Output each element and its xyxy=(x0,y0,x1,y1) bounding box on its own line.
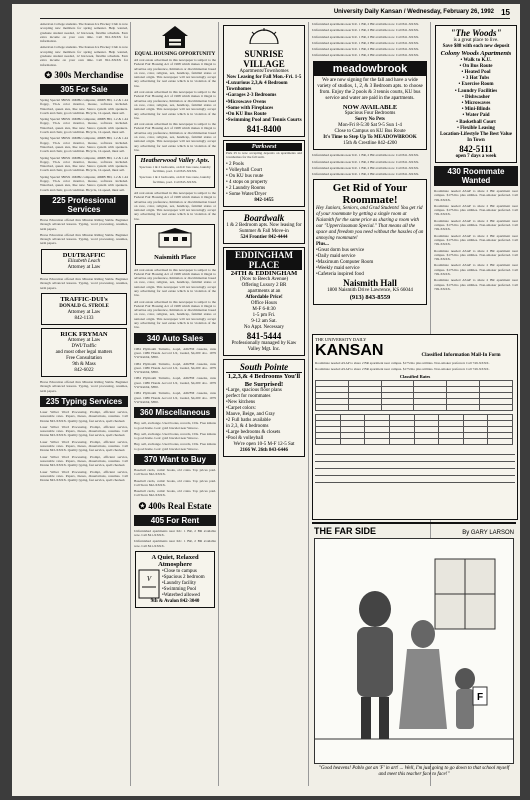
classified-text: Unfurnished apartments near KU. 1 BR, 2 BR available now. Call 841-XXXX. xyxy=(312,172,420,177)
fryman-name: RICK FRYMAN xyxy=(60,330,108,338)
classified-text: Spring Special 386SX 16MHz computer, 40MB HD, 1.2 & 1.44 floppy, VGA color monitor, mouse, software included. Waterbed, queen size, like new. Stereo system with speakers. Couch and chair, good condition. Bicycle, 12-speed, must sell. xyxy=(40,117,128,135)
page-header xyxy=(40,8,510,19)
woods-feature: • Basketball Court xyxy=(456,119,496,125)
traffic-attorney: DONALD G. STROLE xyxy=(59,303,109,309)
classified-text: All real estate advertised in this newspaper is subject to the Federal Fair Housing Act of 1968 which makes it illegal to advertise any preference, limitation or discrimination based on race, color, religion, sex, handicap, familial status or national origin. This newspaper will not knowingly accept any advertising for real estate which is in violation of the law. xyxy=(134,190,216,221)
woods-title: "The Woods" xyxy=(450,28,502,38)
classified-text: Baseball cards, comic books, old coins. Top prices paid. Call Steve 842-XXXX. xyxy=(134,489,216,498)
meadowbrook-address: 15th & Crestline 842-4200 xyxy=(343,141,397,147)
woods-feature: • Mini-Blinds xyxy=(461,107,491,113)
classified-text: Spring Special 386SX 16MHz computer, 40MB HD, 1.2 & 1.44 floppy, VGA color monitor, mouse, software included. Waterbed, queen size, like new. Stereo system with speakers. Couch and chair, good condition. Bicycle, 12-speed, must sell. xyxy=(40,136,128,154)
sunrise-leasing: Now Leasing for Fall Mon.-Fri. 1-5 xyxy=(226,75,302,80)
classified-text: Roommate needed ASAP to share 2 BR apartment near campus. $175/mo plus utilities. Non-smoker preferred. Call 749-XXXX. xyxy=(434,218,518,232)
kansan-pre: THE UNIVERSITY DAILY xyxy=(315,337,367,342)
heatherwood-title: Heatherwood Valley Apts. xyxy=(140,157,210,165)
sunrise-feature: •On KU Bus Route xyxy=(226,112,267,118)
classified-text: Buy, sell, exchange. Used books, records, CDs. Free kittens to good home. Lost: gold bracelet near Wescoe. xyxy=(134,431,216,441)
eddingham-line: apartments at an xyxy=(247,289,281,295)
classified-text: Unfurnished apartments near KU. 1 BR, 2 BR available now. Call 841-XXXX. xyxy=(312,22,420,26)
heatherwood-ad xyxy=(135,155,215,188)
woods-feature: • Heated Pool xyxy=(461,69,491,75)
woods-hours: open 7 days a week xyxy=(455,153,497,159)
classified-text: All real estate advertised in this newspaper is subject to the Federal Fair Housing Act of 1968 which makes it illegal to advertise any preference, limitation or discrimination based on race, color, religion, sex, handicap, familial status or national origin. This newspaper will not knowingly accept any advertising for real estate which is in violation of the law. xyxy=(134,58,216,88)
woods-save: Save $88 with each new deposit xyxy=(442,44,510,49)
south-pointe-feature: •Carpet colors: xyxy=(226,406,256,412)
classified-text: All real estate advertised in this newspaper is subject to the Federal Fair Housing Act of 1968 which makes it illegal to advertise any preference, limitation or discrimination based on race, color, religion, sex, handicap, familial status or national origin. This newspaper will not knowingly accept any advertising for real estate which is in violation of the law. xyxy=(134,122,216,152)
kansan-name: KANSAN xyxy=(315,342,384,359)
south-pointe-address: 2166 W. 26th xyxy=(239,448,268,454)
classified-text: 1984 Plymouth Turismo, 4-spd, AM/FM cassette, runs great. 1986 Honda Accord LX, loaded, $4,200 obo. 1979 VW Rabbit, $850. xyxy=(134,391,216,404)
page-number: 15 xyxy=(501,8,510,17)
fryman-line: 9th & Mass xyxy=(72,362,96,368)
woods-name: Colony Woods Apartments xyxy=(440,50,512,57)
roommate-plus: Plus... xyxy=(316,242,329,248)
classified-text: Roommate needed ASAP to share 2 BR apartment near campus. $175/mo plus utilities. Non-smoker preferred. Call 749-XXXX. xyxy=(434,278,518,291)
fryman-line: DWI/Traffic xyxy=(71,344,97,350)
form-text: Roommate needed ASAP to share 2 BR apartment near campus. $175/mo plus utilities. Non-smoker preferred. Call 749-XXXX. xyxy=(315,361,490,365)
naismith-roommate-ad xyxy=(313,179,427,305)
far-side-cartoon xyxy=(312,522,516,788)
classified-text: 1984 Plymouth Turismo, 4-spd, AM/FM cassette, runs great. 1986 Honda Accord LX, loaded, $4,200 obo. 1979 VW Rabbit, $850. xyxy=(134,361,216,375)
eddingham-line: No Appt. Necessary xyxy=(243,325,285,331)
south-pointe-feature: •Pool & volleyball xyxy=(226,436,264,442)
eddingham-ad xyxy=(223,247,305,357)
meadowbrook-now: NOW AVAILABLE xyxy=(342,103,398,111)
roommate-text: Hey Juniors, Seniors, and Grad Students! You get rid of your roommate by getting a single room at Naismith for the same price as sharing a room with our "Upperclassman Special." That means all the space and freedom you need without the hassles of an annoying roommate! xyxy=(316,206,424,242)
classified-text: Horse Education offered thru Mission Riding Stable. Beginner through advanced lessons. Typing, word processing, resumes, term papers. xyxy=(40,232,128,246)
traffic-attorney-sub: Attorney at Law xyxy=(67,309,101,315)
classified-text: Buy, sell, exchange. Used books, records, CDs. Free kittens to good home. Lost: gold bracelet near Wescoe. xyxy=(134,421,216,430)
classified-text: Roommate needed ASAP to share 2 BR apartment near campus. $175/mo plus utilities. Non-smoker preferred. Call 749-XXXX. xyxy=(434,233,518,247)
naismith-place-title: Naismith Place xyxy=(154,254,196,261)
classified-text: Unfurnished apartments near KU. 1 BR, 2 BR available now. Call 841-XXXX. xyxy=(312,165,420,170)
parkwest-feature: • On KU bus route xyxy=(226,173,264,179)
south-pointe-phone: 843-6446 xyxy=(268,448,289,454)
kansan-mail-in-form xyxy=(312,334,518,520)
roommate-feature: •Daily maid service xyxy=(316,254,356,260)
for-sale-bar: 305 For Sale xyxy=(40,84,128,95)
meadowbrook-hours: Mon-Fri 8-5:30 Sat 9-5 Sun 1-4 xyxy=(338,123,402,129)
south-pointe-feature: •Large bedrooms & closets xyxy=(226,430,281,436)
south-pointe-name: South Pointe xyxy=(226,362,302,373)
woods-feature: • Exercise Room xyxy=(458,82,494,88)
village-logo-icon xyxy=(138,569,160,599)
meadowbrook-ad xyxy=(313,61,427,151)
sunrise-feature: •Garages 2-3 Bedrooms xyxy=(226,93,277,99)
traffic-dui-ad xyxy=(41,293,127,325)
parkwest-ad xyxy=(223,140,305,206)
parkwest-feature: • 2 Pools xyxy=(226,161,244,167)
village-address: 9th & Avalon 842-3040 xyxy=(150,598,200,604)
eddingham-phone: 841-5444 xyxy=(246,331,282,342)
woods-feature: • Flexible Leasing xyxy=(457,125,495,131)
eddingham-line: Offering Luxury 2 BR xyxy=(241,283,287,289)
classified-text: Baseball cards, comic books, old coins. Top prices paid. Call Steve 842-XXXX. xyxy=(134,468,216,477)
village-feature: •Waterbed allowed xyxy=(162,592,200,598)
eddingham-address: 24TH & EDDINGHAM xyxy=(230,269,298,277)
meadowbrook-close: Close to Campus on KU Bus Route xyxy=(334,129,406,135)
classified-text: All real estate advertised in this newspaper is subject to the Federal Fair Housing Act of 1968 which makes it illegal to advertise any preference, limitation or discrimination based on race, color, religion, sex, handicap, familial status or national origin. This newspaper will not knowingly accept any advertising for real estate which is in violation of the law. xyxy=(134,267,216,298)
eddingham-line: 9-12 am Sat. xyxy=(251,319,277,325)
parkwest-feature: • Some Water/Dryer xyxy=(226,191,267,197)
woods-feature: • Dishwasher xyxy=(461,94,490,100)
naismith-place-ad xyxy=(135,224,215,265)
classified-text: Buy, sell, exchange. Used books, records, CDs. Free kittens to good home. Lost: gold bracelet near Wescoe. xyxy=(134,442,216,451)
roommate-headline: Get Rid of Your Roommate! xyxy=(332,182,408,207)
eddingham-name: EDDINGHAM PLACE xyxy=(226,250,302,270)
classified-text: 1984 Plymouth Turismo, 4-spd, AM/FM cassette, runs great. 1986 Honda Accord LX, loaded, $4,200 obo. 1979 VW Rabbit, $850. xyxy=(134,346,216,360)
eddingham-line: M-F 6-8:30 xyxy=(252,307,276,313)
sunrise-feature: •Some with Fireplaces xyxy=(226,105,274,111)
classified-text: Spring Special 386SX 16MHz computer, 40MB HD, 1.2 & 1.44 floppy, VGA color monitor, mouse, software included. Waterbed, queen size, like new. Stereo system with speakers. Couch and chair, good condition. Bicycle, 12-speed, must sell. xyxy=(40,155,128,173)
village-ad xyxy=(135,551,215,608)
parkwest-feature: • Volleyball Court xyxy=(226,167,263,173)
classified-text: Horse Education offered thru Mission Riding Stable. Beginner through advanced lessons. Typing, word processing, resumes, term papers. xyxy=(40,277,128,290)
south-pointe-feature: •Large, spacious floor plans xyxy=(226,388,282,394)
classified-text: Roommate needed ASAP to share 2 BR apartment near campus. $175/mo plus utilities. Non-smoker preferred. Call 749-XXXX. xyxy=(434,263,518,276)
classified-rates-heading: Classified Rates xyxy=(399,373,431,379)
village-feature: •Spacious 2 bedroom xyxy=(162,574,205,580)
publication-line: University Daily Kansan / Wednesday, February 26, 1992 xyxy=(333,9,494,15)
svg-text:V: V xyxy=(146,574,152,583)
classified-text: All real estate advertised in this newspaper is subject to the Federal Fair Housing Act of 1968 which makes it illegal to advertise any preference, limitation or discrimination based on race, color, religion, sex, handicap, familial status or national origin. This newspaper will not knowingly accept any advertising for real estate which is in violation of the law. xyxy=(134,299,216,330)
south-pointe-feature: perfect for roommates xyxy=(226,394,271,400)
south-pointe-headline: 1,2,3,& 4 Bedrooms You'll Be Surprised! xyxy=(227,373,301,388)
classified-text: Laser Writer Word Processing. Prompt, efficient service, reasonable rates. Papers, theses, dissertations, resumes. Call Donna 843-XXXX. Quality typing, fast service, spell checked. xyxy=(40,409,128,423)
parkwest-feature: • 4 stops on property xyxy=(226,179,268,185)
form-text: Roommate needed ASAP to share 2 BR apartment near campus. $175/mo plus utilities. Non-smoker preferred. Call 749-XXXX. xyxy=(315,367,490,372)
kansan-form-title: Classified Information Mail-In Form xyxy=(421,353,501,358)
woods-sub: is a great place to live. xyxy=(453,38,499,43)
classified-text: Unfurnished apartments near KU. 1 BR, 2 BR available now. Call 841-XXXX. xyxy=(312,34,420,39)
roommate-phone: (913) 843-8559 xyxy=(349,294,391,302)
classified-text: American College students. The Kansas Ice Hockey Club is now accepting new members for spring semester. Help wanted, graduate student needed, 12 hrs/week, flexible schedule. Earn extra income on your own time. Call 841-XXXX for information. xyxy=(40,45,128,67)
classified-text: Roommate needed ASAP to share 2 BR apartment near campus. $175/mo plus utilities. Non-smoker preferred. Call 749-XXXX. xyxy=(434,188,518,202)
classified-text: Baseball cards, comic books, old coins. Top prices paid. Call Steve 842-XXXX. xyxy=(134,478,216,487)
classified-text: Laser Writer Word Processing. Prompt, efficient service, reasonable rates. Papers, theses, dissertations, resumes. Call Donna 843-XXXX. Quality typing, fast service, spell checked. xyxy=(40,424,128,438)
boardwalk-text: 1 & 2 Bedroom apts. Now leasing for Summer & Fall Move-in xyxy=(226,222,302,234)
roommate-feature: •Maximum Computer Room xyxy=(316,260,374,266)
building-icon xyxy=(155,227,195,249)
sunrise-name: SUNRISE VILLAGE xyxy=(243,49,285,69)
boardwalk-ad xyxy=(223,210,305,244)
parkwest-feature: • 2 Laundry Rooms xyxy=(226,185,266,191)
sunrise-village-ad xyxy=(223,25,305,137)
for-rent-bar: 405 For Rent xyxy=(134,515,216,526)
svg-text:F: F xyxy=(476,692,484,703)
star-icon: ✪ xyxy=(138,500,147,511)
dui-note: Attorney at Law xyxy=(67,265,101,271)
south-pointe-feature: Mauve, Beige, and Gray xyxy=(226,412,276,418)
column-2 xyxy=(134,22,216,786)
classified-text: Roommate needed ASAP to share 2 BR apartment near campus. $175/mo plus utilities. Non-smoker preferred. Call 749-XXXX. xyxy=(434,203,518,217)
classified-text: Unfurnished apartments near KU. 1 BR, 2 BR available now. Call 841-XXXX. xyxy=(134,528,216,538)
roommate-wanted-bar: 430 Roommate Wanted xyxy=(434,166,518,186)
star-icon: ✪ xyxy=(44,69,53,80)
fryman-line: and most other legal matters xyxy=(55,350,113,356)
colony-woods-ad xyxy=(435,25,517,163)
merchandise-section-title: ✪ 300s Merchandise xyxy=(44,69,124,80)
woods-feature: • Laundry Facilities xyxy=(454,88,498,94)
auto-sales-bar: 340 Auto Sales xyxy=(134,333,216,344)
form-line[interactable] xyxy=(315,462,515,469)
typing-services-bar: 235 Typing Services xyxy=(40,396,128,407)
classified-text: Spring Special 386SX 16MHz computer, 40MB HD, 1.2 & 1.44 floppy, VGA color monitor, mouse, software included. Waterbed, queen size, like new. Stereo system with speakers. Couch and chair, good condition. Bicycle, 12-speed, must sell. xyxy=(40,97,128,115)
sunrise-feature: •Microwave Ovens xyxy=(226,99,267,105)
cartoon-panel xyxy=(314,538,514,764)
south-pointe-feature: •New kitchens xyxy=(226,400,256,406)
woods-feature: • On Bus Route xyxy=(459,63,493,69)
sunrise-icon xyxy=(244,28,284,44)
classified-text: American College students. The Kansas Ice Hockey Club is now accepting new members for spring semester. Help wanted, graduate student needed, 12 hrs/week, flexible schedule. Earn extra income on your own time. Call 841-XXXX for information. xyxy=(40,22,128,44)
village-headline: A Quiet, Relaxed Atmosphere xyxy=(151,553,199,569)
heatherwood-text: Spacious 1 & 2 bedrooms, on KU bus route, laundry facilities, pool. Call 843-XXXX. xyxy=(139,175,211,184)
fryman-line: 842-6022 xyxy=(74,368,94,374)
dui-attorney: Elizabeth Leach xyxy=(67,259,101,265)
south-pointe-feature: •2 Full baths available xyxy=(226,418,271,424)
rates-table xyxy=(315,380,513,411)
classified-text: Unfurnished apartments near KU. 1 BR, 2 BR available now. Call 841-XXXX. xyxy=(312,40,420,45)
roommate-address: 1800 Naismith Drive Lawrence, KS 66044 xyxy=(327,288,413,294)
eddingham-line: (Now to Beech Avenue) xyxy=(239,277,289,283)
form-line[interactable] xyxy=(315,455,515,462)
house-icon xyxy=(160,24,190,50)
sunrise-feature: •Swimming Pool and Tennis Courts xyxy=(226,118,302,124)
eddingham-note: Professionally managed by Kaw Valley Mgt. Inc. xyxy=(231,341,297,353)
form-line[interactable] xyxy=(315,469,515,476)
equal-housing-logo xyxy=(134,24,216,50)
classified-text: Unfurnished apartments near KU. 1 BR, 2 BR available now. Call 841-XXXX. xyxy=(312,53,420,58)
fryman-ad xyxy=(41,328,127,378)
woods-location: Location-Lifestyle The Best Value In Town xyxy=(440,131,512,143)
meadowbrook-text: We are now signing for the fall and have a wide variety of studios, 1, 2, & 3 Bedroom apts. to choose from. Enjoy the 2 pools & 3 tennis courts, KU bus service and water are paid in the apartments. xyxy=(317,77,423,101)
classified-text: Horse Education offered thru Mission Riding Stable. Beginner through advanced lessons. Typing, word processing, resumes, term papers. xyxy=(40,380,128,393)
classified-text: Unfurnished apartments near KU. 1 BR, 2 BR available now. Call 841-XXXX. xyxy=(312,28,420,33)
roommate-footer: Naismith Hall xyxy=(343,278,397,289)
miscellaneous-bar: 360 Miscellaneous xyxy=(134,407,216,418)
far-side-caption: "Good heavens! Pablo got an 'F' in art! ... Well, I'm just going to go down to that school myself and meet this teacher face to face!" xyxy=(318,766,510,777)
column-3 xyxy=(222,22,306,786)
parkwest-text: Park 25 is now accepting deposits on apartments and townhomes for the fall term. xyxy=(226,150,302,160)
fryman-line: Free Consultation xyxy=(66,356,102,362)
sunrise-sub: Apartments/Townhomes xyxy=(239,69,289,74)
classified-text: Unfurnished apartments near KU. 1 BR, 2 BR available now. Call 841-XXXX. xyxy=(312,47,420,52)
classified-text: Spring Special 386SX 16MHz computer, 40MB HD, 1.2 & 1.44 floppy, VGA color monitor, mouse, software included. Waterbed, queen size, like new. Stereo system with speakers. Couch and chair, good condition. Bicycle, 12-speed, must sell. xyxy=(40,174,128,192)
meadowbrook-sorry: Sorry No Pets xyxy=(355,117,385,123)
ad-entry-grid[interactable] xyxy=(315,414,513,445)
dui-title: DUI/TRAFFIC xyxy=(62,251,106,259)
newspaper-page xyxy=(12,4,520,796)
meadowbrook-time: It's Time to Step Up To MEADOWBROOK xyxy=(323,135,417,141)
roommate-feature: •Great dorm bus service xyxy=(316,248,365,254)
equal-housing-heading: EQUAL HOUSING OPPORTUNITY xyxy=(134,52,216,57)
woods-phone: 842-5111 xyxy=(459,143,493,154)
cartoon-drawing xyxy=(315,539,514,763)
classified-text: Laser Writer Word Processing. Prompt, efficient service, reasonable rates. Papers, theses, dissertations, resumes. Call Donna 843-XXXX. Quality typing, fast service, spell checked. xyxy=(40,469,128,483)
eddingham-line: Office Hours xyxy=(250,301,278,307)
south-pointe-hours: We're open 10-5 M-F 12-5 Sat xyxy=(233,442,295,448)
woods-feature: • Walk to K.U. xyxy=(460,57,492,63)
meadowbrook-sub: Spacious Four Bedrooms xyxy=(344,111,396,117)
professional-services-bar: 225 Professional Services xyxy=(40,195,128,215)
fryman-sub: Attorney at Law xyxy=(67,338,101,344)
meadowbrook-name: meadowbrook xyxy=(314,62,426,76)
heatherwood-text: Spacious 1 & 2 bedrooms, on KU bus route, laundry facilities, pool. Call 843-XXXX. xyxy=(139,164,211,174)
form-line[interactable] xyxy=(315,476,515,483)
classified-text: 1984 Plymouth Turismo, 4-spd, AM/FM cassette, runs great. 1986 Honda Accord LX, loaded, $4,200 obo. 1979 VW Rabbit, $850. xyxy=(134,376,216,390)
roommate-feature: •Cafeteria inspired food xyxy=(316,272,364,278)
woods-feature: • 3 Hot Tubs xyxy=(462,76,490,82)
traffic-phone: 842-1133 xyxy=(74,315,94,321)
column-1 xyxy=(40,22,128,786)
south-pointe-ad xyxy=(223,359,305,457)
village-feature: •Close to campus xyxy=(162,568,197,574)
far-side-title: THE FAR SIDE xyxy=(314,526,377,536)
form-line[interactable] xyxy=(315,448,515,455)
dui-ad xyxy=(41,249,127,275)
classified-text: Horse Education offered thru Mission Riding Stable. Beginner through advanced lessons. Typing, word processing, resumes, term papers. xyxy=(40,217,128,231)
parkwest-name: Parkwest xyxy=(226,143,302,151)
woods-feature: • Microwaves xyxy=(461,100,491,106)
sunrise-feature: •Luxurious 2,3,& 4 Bedroom Townhomes xyxy=(226,81,288,93)
eddingham-line: 1-5 pm Fri. xyxy=(252,313,276,319)
real-estate-title: ✪ 400s Real Estate xyxy=(138,500,212,511)
parkwest-phone: 842-1455 xyxy=(254,197,274,203)
classified-text: Unfurnished apartments near KU. 1 BR, 2 BR available now. Call 841-XXXX. xyxy=(312,159,420,164)
boardwalk-phone: 524 Frontier 842-4444 xyxy=(240,234,288,240)
traffic-title: TRAFFIC-DUI's xyxy=(60,296,108,304)
village-feature: •Swimming Pool xyxy=(162,586,197,592)
roommate-feature: •Weekly maid service xyxy=(316,266,360,272)
sunrise-phone: 841-8400 xyxy=(246,124,282,135)
classified-text: Roommate needed ASAP to share 2 BR apartment near campus. $175/mo plus utilities. Non-smoker preferred. Call 749-XXXX. xyxy=(434,248,518,262)
woods-feature: • Water Paid xyxy=(462,113,490,119)
south-pointe-feature: in 2,3, & 4 bedrooms xyxy=(226,424,269,430)
classified-text: All real estate advertised in this newspaper is subject to the Federal Fair Housing Act of 1968 which makes it illegal to advertise any preference, limitation or discrimination based on race, color, religion, sex, handicap, familial status or national origin. This newspaper will not knowingly accept any advertising for real estate which is in violation of the law. xyxy=(134,90,216,120)
classified-text: Unfurnished apartments near KU. 1 BR, 2 BR available now. Call 841-XXXX. xyxy=(134,539,216,548)
classified-text: Laser Writer Word Processing. Prompt, efficient service, reasonable rates. Papers, theses, dissertations, resumes. Call Donna 843-XXXX. Quality typing, fast service, spell checked. xyxy=(40,454,128,468)
classified-text: Unfurnished apartments near KU. 1 BR, 2 BR available now. Call 841-XXXX. xyxy=(312,153,420,158)
want-to-buy-bar: 370 Want to Buy xyxy=(134,454,216,465)
village-feature: •Laundry facility xyxy=(162,580,197,586)
boardwalk-name: Boardwalk xyxy=(243,212,285,223)
eddingham-line: Affordable Price! xyxy=(245,295,283,301)
far-side-author: By GARY LARSON xyxy=(462,530,514,536)
classified-text: Laser Writer Word Processing. Prompt, efficient service, reasonable rates. Papers, theses, dissertations, resumes. Call Donna 843-XXXX. Quality typing, fast service, spell checked. xyxy=(40,439,128,453)
